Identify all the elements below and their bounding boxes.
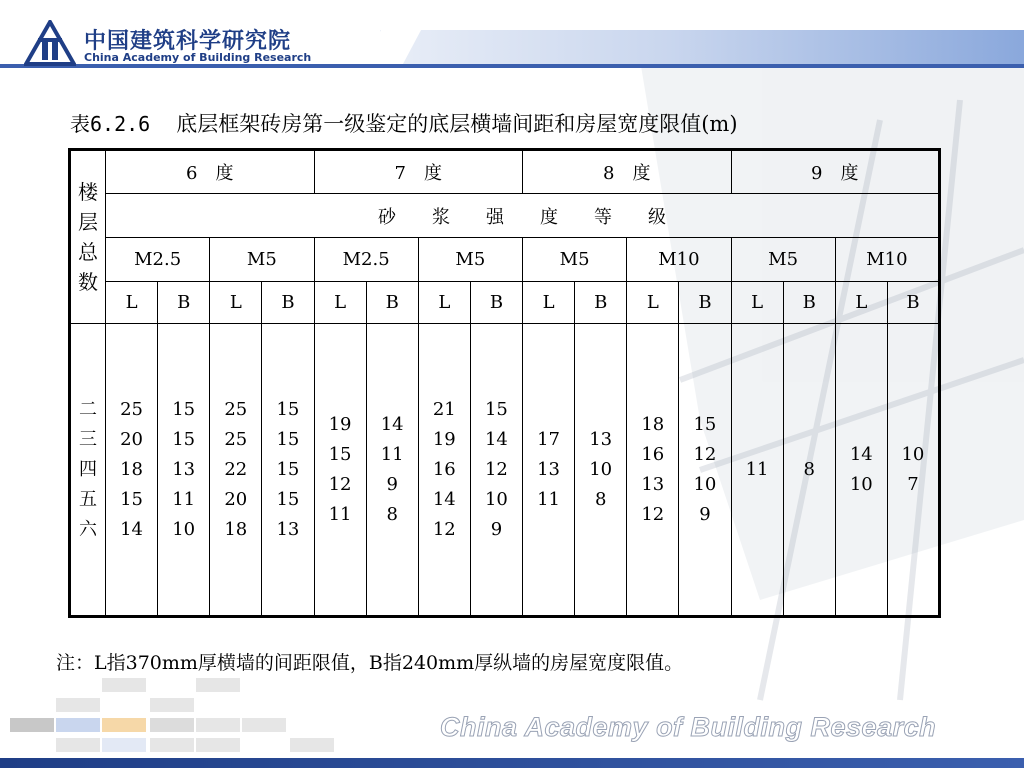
data-value: 22 xyxy=(224,458,248,480)
data-value: 12 xyxy=(641,503,665,525)
data-column-cell xyxy=(366,324,418,617)
lb-label-cell: L xyxy=(106,282,158,324)
data-value: 12 xyxy=(328,473,352,495)
data-value: 9 xyxy=(386,473,398,495)
data-column-cell xyxy=(158,324,210,617)
mortar-grade-cell: M5 xyxy=(210,238,314,282)
data-value: 8 xyxy=(803,458,815,480)
row-header-char: 数 xyxy=(78,270,98,294)
data-value: 21 xyxy=(432,398,456,420)
limits-table xyxy=(68,148,941,618)
data-value: 7 xyxy=(907,473,919,495)
data-value: 15 xyxy=(172,428,196,450)
data-value: 9 xyxy=(490,518,503,540)
org-name-en: China Academy of Building Research xyxy=(84,51,312,64)
story-label: 三 xyxy=(79,428,97,450)
org-name-cn: 中国建筑科学研究院 xyxy=(84,28,292,54)
data-column-cell xyxy=(210,324,262,617)
data-value: 13 xyxy=(641,473,665,495)
data-value: 15 xyxy=(693,413,717,435)
data-value: 14 xyxy=(380,413,404,435)
decorative-tiles xyxy=(10,678,334,752)
lb-label-cell: L xyxy=(835,282,887,324)
mortar-grade-cell: M5 xyxy=(731,238,835,282)
data-value: 11 xyxy=(380,443,404,465)
table-title-text: 底层框架砖房第一级鉴定的底层横墙间距和房屋宽度限值(m) xyxy=(176,112,738,136)
data-value: 18 xyxy=(224,518,248,540)
data-value: 20 xyxy=(120,428,144,450)
data-value: 15 xyxy=(328,443,352,465)
lb-label-cell: L xyxy=(731,282,783,324)
data-value: 11 xyxy=(537,488,561,510)
data-row xyxy=(70,324,940,617)
data-column-cell xyxy=(575,324,627,617)
data-value: 10 xyxy=(849,473,873,495)
lb-label-cell: B xyxy=(158,282,210,324)
data-value: 20 xyxy=(224,488,248,510)
lb-label-cell: L xyxy=(418,282,470,324)
row-header-char: 楼 xyxy=(78,180,98,204)
mortar-grade-cell: M2.5 xyxy=(106,238,210,282)
data-column-cell xyxy=(835,324,887,617)
degree-8-header: 8 度 xyxy=(523,150,732,194)
row-header-char: 层 xyxy=(78,210,98,234)
stories-cell xyxy=(70,324,106,617)
table-code: 表6.2.6 xyxy=(70,112,151,136)
data-value: 12 xyxy=(693,443,717,465)
footer-brand-en: China Academy of Building Research xyxy=(440,712,937,742)
data-column-cell xyxy=(783,324,835,617)
lb-label-cell: B xyxy=(783,282,835,324)
footer-bar xyxy=(0,758,1024,768)
data-column-cell xyxy=(470,324,522,617)
data-column-cell xyxy=(627,324,679,617)
data-value: 15 xyxy=(120,488,144,510)
data-value: 13 xyxy=(172,458,196,480)
data-column-cell xyxy=(731,324,783,617)
degree-9-header: 9 度 xyxy=(731,150,940,194)
data-column-cell xyxy=(887,324,939,617)
lb-label-cell: L xyxy=(210,282,262,324)
data-value: 14 xyxy=(120,518,144,540)
data-column-cell xyxy=(106,324,158,617)
data-value: 15 xyxy=(276,458,300,480)
degree-header-row xyxy=(70,150,940,194)
data-value: 14 xyxy=(432,488,456,510)
lb-label-cell: L xyxy=(627,282,679,324)
story-label: 四 xyxy=(79,458,97,480)
lb-label-cell: B xyxy=(262,282,314,324)
header-rule xyxy=(0,64,1024,68)
data-value: 13 xyxy=(537,458,561,480)
data-value: 15 xyxy=(172,398,196,420)
data-value: 14 xyxy=(849,443,873,465)
data-column-cell xyxy=(418,324,470,617)
row-header-cell xyxy=(70,150,106,324)
data-value: 10 xyxy=(172,518,196,540)
data-value: 25 xyxy=(224,428,248,450)
header-band xyxy=(380,30,1024,64)
mortar-grade-row xyxy=(70,238,940,282)
data-value: 9 xyxy=(699,503,711,525)
data-value: 14 xyxy=(484,428,508,450)
data-value: 10 xyxy=(901,443,925,465)
lb-label-cell: B xyxy=(470,282,522,324)
story-label: 五 xyxy=(79,488,97,510)
data-column-cell xyxy=(679,324,731,617)
table-title xyxy=(70,108,738,138)
data-value: 8 xyxy=(594,488,607,510)
mortar-grade-cell: M5 xyxy=(523,238,627,282)
data-value: 11 xyxy=(745,458,769,480)
data-value: 12 xyxy=(484,458,508,480)
lb-label-row xyxy=(70,282,940,324)
data-value: 11 xyxy=(328,503,352,525)
data-value: 15 xyxy=(276,428,300,450)
academy-logo-icon xyxy=(24,20,76,68)
data-value: 12 xyxy=(432,518,456,540)
data-value: 17 xyxy=(537,428,561,450)
lb-label-cell: B xyxy=(575,282,627,324)
degree-6-header: 6 度 xyxy=(106,150,315,194)
data-value: 15 xyxy=(276,488,300,510)
data-value: 18 xyxy=(641,413,665,435)
data-value: 10 xyxy=(589,458,613,480)
row-header-char: 总 xyxy=(78,240,98,264)
data-value: 13 xyxy=(276,518,300,540)
lb-label-cell: L xyxy=(523,282,575,324)
lb-label-cell: B xyxy=(679,282,731,324)
lb-label-cell: B xyxy=(887,282,939,324)
data-column-cell xyxy=(262,324,314,617)
data-value: 15 xyxy=(276,398,300,420)
data-column-cell xyxy=(314,324,366,617)
mortar-grade-cell: M5 xyxy=(418,238,522,282)
mortar-strength-header: 砂 浆 强 度 等 级 xyxy=(106,194,940,238)
data-value: 18 xyxy=(120,458,144,480)
lb-label-cell: B xyxy=(366,282,418,324)
data-value: 19 xyxy=(432,428,456,450)
data-value: 11 xyxy=(172,488,196,510)
degree-7-header: 7 度 xyxy=(314,150,523,194)
mortar-grade-cell: M10 xyxy=(835,238,939,282)
mortar-grade-cell: M10 xyxy=(627,238,731,282)
data-value: 10 xyxy=(484,488,508,510)
data-value: 15 xyxy=(484,398,508,420)
data-value: 25 xyxy=(120,398,144,420)
table-footnote: 注：L指370mm厚横墙的间距限值，B指240mm厚纵墙的房屋宽度限值。 xyxy=(56,652,684,674)
data-value: 19 xyxy=(328,413,352,435)
lb-label-cell: L xyxy=(314,282,366,324)
data-value: 8 xyxy=(386,503,398,525)
data-value: 16 xyxy=(641,443,665,465)
mortar-title-row xyxy=(70,194,940,238)
story-label: 二 xyxy=(79,398,97,420)
data-column-cell xyxy=(523,324,575,617)
data-value: 16 xyxy=(432,458,456,480)
mortar-grade-cell: M2.5 xyxy=(314,238,418,282)
data-value: 10 xyxy=(693,473,717,495)
data-value: 25 xyxy=(224,398,248,420)
data-value: 13 xyxy=(589,428,613,450)
story-label: 六 xyxy=(79,518,97,540)
